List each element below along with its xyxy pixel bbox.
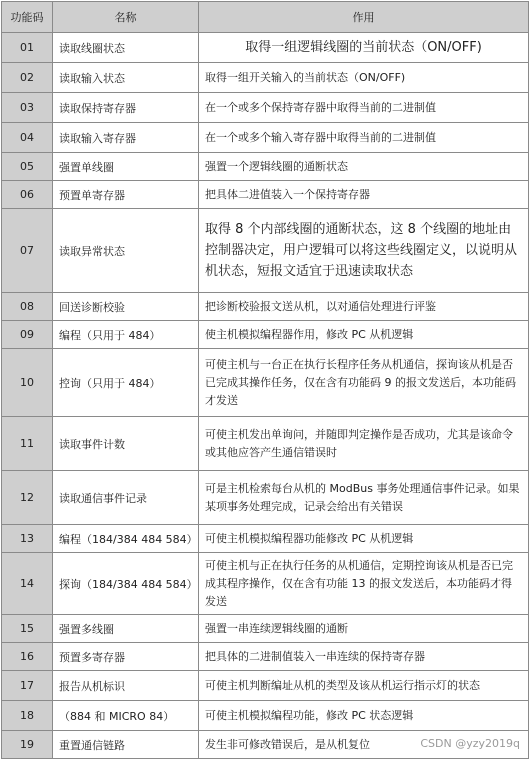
function-code-cell: 19 (2, 731, 53, 759)
function-name-cell: 预置单寄存器 (53, 181, 199, 209)
function-code-cell: 17 (2, 671, 53, 701)
function-desc-cell: 在一个或多个输入寄存器中取得当前的二进制值 (199, 123, 529, 153)
function-desc-cell: 发生非可修改错误后，是从机复位 (199, 731, 529, 759)
function-name-cell: 强置单线圈 (53, 153, 199, 181)
function-code-cell: 16 (2, 643, 53, 671)
table-row (2, 471, 529, 525)
table-row (2, 93, 529, 123)
function-desc-cell: 使主机模拟编程器作用，修改 PC 从机逻辑 (199, 321, 529, 349)
function-desc-cell: 在一个或多个保持寄存器中取得当前的二进制值 (199, 93, 529, 123)
table-row (2, 643, 529, 671)
table-header-row (2, 2, 529, 33)
function-code-cell: 01 (2, 33, 53, 63)
function-code-cell: 10 (2, 349, 53, 417)
table-row (2, 153, 529, 181)
function-name-cell: 读取输入寄存器 (53, 123, 199, 153)
function-code-cell: 08 (2, 293, 53, 321)
function-code-cell: 11 (2, 417, 53, 471)
table-row (2, 123, 529, 153)
header-code: 功能码 (2, 2, 53, 33)
function-code-cell: 13 (2, 525, 53, 553)
function-name-cell: 回送诊断校验 (53, 293, 199, 321)
table-row (2, 615, 529, 643)
function-code-cell: 04 (2, 123, 53, 153)
function-code-cell: 07 (2, 209, 53, 293)
function-desc-cell: 取得 8 个内部线圈的通断状态，这 8 个线圈的地址由控制器决定，用户逻辑可以将这些线圈定义，以说明从机状态，短报文适宜于迅速读取状态 (199, 209, 529, 293)
function-name-cell: 读取输入状态 (53, 63, 199, 93)
function-desc-cell: 强置一个逻辑线圈的通断状态 (199, 153, 529, 181)
function-code-table (1, 1, 529, 759)
function-name-cell: 读取异常状态 (53, 209, 199, 293)
table-row (2, 525, 529, 553)
function-name-cell: 探询（184/384 484 584） (53, 553, 199, 615)
function-desc-cell: 可使主机与正在执行任务的从机通信，定期控询该从机是否已完成其程序操作，仅在含有功能 13 的报文发送后，本功能码才得发送 (199, 553, 529, 615)
function-name-cell: 控询（只用于 484） (53, 349, 199, 417)
function-name-cell: 读取线圈状态 (53, 33, 199, 63)
function-code-cell: 05 (2, 153, 53, 181)
header-name: 名称 (53, 2, 199, 33)
function-name-cell: 预置多寄存器 (53, 643, 199, 671)
table-row (2, 701, 529, 731)
function-code-cell: 14 (2, 553, 53, 615)
function-desc-cell: 可使主机模拟编程功能，修改 PC 状态逻辑 (199, 701, 529, 731)
function-desc-cell: 可使主机与一台正在执行长程序任务从机通信，探询该从机是否已完成其操作任务，仅在含有功能码 9 的报文发送后，本功能码才发送 (199, 349, 529, 417)
function-name-cell: 读取通信事件记录 (53, 471, 199, 525)
table-row (2, 671, 529, 701)
function-desc-cell: 取得一组逻辑线圈的当前状态（ON/OFF) (199, 33, 529, 63)
function-desc-cell: 把具体二进值装入一个保持寄存器 (199, 181, 529, 209)
function-desc-cell: 把诊断校验报文送从机，以对通信处理进行评鉴 (199, 293, 529, 321)
function-code-cell: 15 (2, 615, 53, 643)
watermark: CSDN @yzy2019q (420, 737, 520, 750)
function-desc-cell: 可是主机检索每台从机的 ModBus 事务处理通信事件记录。如果某项事务处理完成，记录会给出有关错误 (199, 471, 529, 525)
function-name-cell: 编程（只用于 484） (53, 321, 199, 349)
function-name-cell: 读取保持寄存器 (53, 93, 199, 123)
function-desc-cell: 强置一串连续逻辑线圈的通断 (199, 615, 529, 643)
table-row (2, 553, 529, 615)
function-code-cell: 06 (2, 181, 53, 209)
function-desc-cell: 把具体的二进制值装入一串连续的保持寄存器 (199, 643, 529, 671)
function-name-cell: 编程（184/384 484 584） (53, 525, 199, 553)
function-name-cell: 报告从机标识 (53, 671, 199, 701)
table-row (2, 293, 529, 321)
table-row (2, 63, 529, 93)
function-desc-cell: 可使主机判断编址从机的类型及该从机运行指示灯的状态 (199, 671, 529, 701)
function-name-cell: 重置通信链路 (53, 731, 199, 759)
table-row (2, 181, 529, 209)
function-desc-cell: 取得一组开关输入的当前状态（ON/OFF) (199, 63, 529, 93)
table-row (2, 209, 529, 293)
table-body (2, 33, 529, 759)
table-row (2, 417, 529, 471)
function-code-cell: 03 (2, 93, 53, 123)
function-desc-cell: 可使主机模拟编程器功能修改 PC 从机逻辑 (199, 525, 529, 553)
function-code-cell: 02 (2, 63, 53, 93)
function-name-cell: 读取事件计数 (53, 417, 199, 471)
table-row (2, 349, 529, 417)
function-code-cell: 12 (2, 471, 53, 525)
function-code-cell: 09 (2, 321, 53, 349)
function-name-cell: 强置多线圈 (53, 615, 199, 643)
function-desc-cell: 可使主机发出单询问，并随即判定操作是否成功，尤其是该命令或其他应答产生通信错误时 (199, 417, 529, 471)
function-name-cell: （884 和 MICRO 84） (53, 701, 199, 731)
function-code-cell: 18 (2, 701, 53, 731)
table-row (2, 321, 529, 349)
header-desc: 作用 (199, 2, 529, 33)
table-row (2, 33, 529, 63)
